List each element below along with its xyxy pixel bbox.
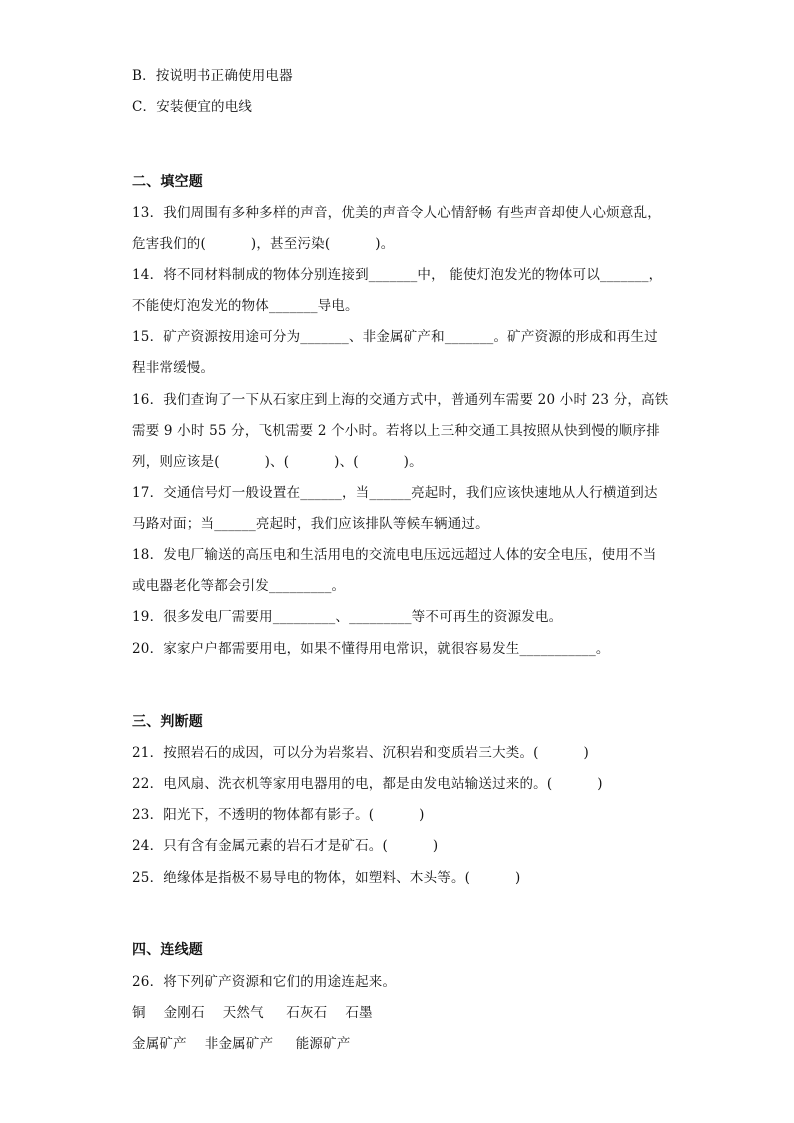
question-23: 23．阳光下，不透明的物体都有影子。( ) <box>132 807 425 823</box>
question-19: 19．很多发电厂需要用_________、_________等不可再生的资源发电。 <box>132 609 563 625</box>
question-17-line-2: 马路对面；当______亮起时，我们应该排队等候车辆通过。 <box>132 516 489 532</box>
question-17-line-1: 17．交通信号灯一般设置在______，当______亮起时，我们应该快速地从人行横道到达 <box>132 485 658 501</box>
question-20: 20．家家户户都需要用电，如果不懂得用电常识，就很容易发生___________。 <box>132 641 610 657</box>
section-heading-matching: 四、连线题 <box>132 942 203 958</box>
question-24: 24．只有含有金属元素的岩石才是矿石。( ) <box>132 838 439 854</box>
question-22: 22．电风扇、洗衣机等家用电器用的电，都是由发电站输送过来的。( ) <box>132 776 603 792</box>
question-25: 25．绝缘体是指极不易导电的物体，如塑料、木头等。( ) <box>132 870 521 886</box>
matching-left-items: 铜 金刚石 天然气 石灰石 石墨 <box>132 1005 373 1021</box>
section-heading-true-false: 三、判断题 <box>132 714 203 730</box>
question-21: 21．按照岩石的成因，可以分为岩浆岩、沉积岩和变质岩三大类。( ) <box>132 745 590 761</box>
question-16-line-2: 需要 9 小时 55 分，飞机需要 2 个小时。若将以上三种交通工具按照从快到慢的顺序排 <box>132 423 660 439</box>
section-heading-fill-blank: 二、填空题 <box>132 174 203 190</box>
question-18-line-2: 或电器老化等都会引发_________。 <box>132 578 346 594</box>
question-13-line-1: 13．我们周围有多种多样的声音，优美的声音令人心情舒畅 有些声音却使人心烦意乱， <box>132 205 661 221</box>
question-15-line-2: 程非常缓慢。 <box>132 360 215 376</box>
matching-right-items: 金属矿产 非金属矿产 能源矿产 <box>132 1036 351 1052</box>
question-16-line-1: 16．我们查询了一下从石家庄到上海的交通方式中，普通列车需要 20 小时 23 分，高铁 <box>132 392 669 408</box>
question-16-line-3: 列，则应该是( )、( )、( )。 <box>132 454 423 470</box>
question-15-line-1: 15．矿产资源按用途可分为_______、非金属矿产和_______。矿产资源的形成和再生过 <box>132 329 658 345</box>
question-14-line-1: 14．将不同材料制成的物体分别连接到_______中， 能使灯泡发光的物体可以_______， <box>132 267 663 283</box>
question-13-line-2: 危害我们的( )，甚至污染( )。 <box>132 236 395 252</box>
option-b: B．按说明书正确使用电器 <box>132 68 293 84</box>
question-26: 26．将下列矿产资源和它们的用途连起来。 <box>132 974 397 990</box>
question-18-line-1: 18．发电厂输送的高压电和生活用电的交流电电压远远超过人体的安全电压，使用不当 <box>132 547 657 563</box>
option-c: C．安装便宜的电线 <box>132 99 253 115</box>
question-14-line-2: 不能使灯泡发光的物体_______导电。 <box>132 298 359 314</box>
